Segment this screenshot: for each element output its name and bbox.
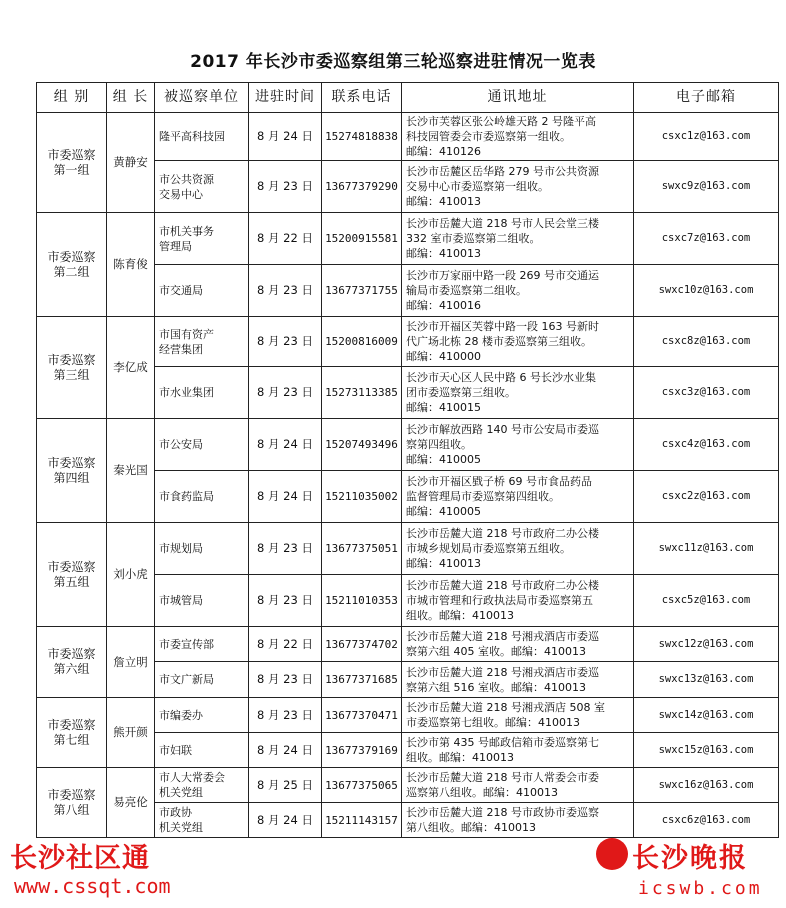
header-email: 电子邮箱: [634, 83, 779, 113]
entry-date: 8 月 23 日: [249, 161, 322, 213]
group-name: 市委巡察 第二组: [37, 213, 107, 317]
email-address: swxc16z@163.com: [634, 768, 779, 803]
mailing-address: 长沙市岳麓大道 218 号市人民会堂三楼 332 室市委巡察第二组收。 邮编：410013: [402, 213, 634, 265]
header-leader: 组 长: [107, 83, 155, 113]
group-leader: 秦光国: [107, 419, 155, 523]
entry-date: 8 月 25 日: [249, 768, 322, 803]
table-row: [37, 768, 779, 803]
contact-phone: 15211010353: [322, 575, 402, 627]
entry-date: 8 月 23 日: [249, 575, 322, 627]
header-group: 组 别: [37, 83, 107, 113]
table-row: [37, 113, 779, 161]
entry-date: 8 月 24 日: [249, 113, 322, 161]
group-leader: 易亮伦: [107, 768, 155, 838]
inspected-unit: 市公安局: [155, 419, 249, 471]
contact-phone: 13677374702: [322, 627, 402, 662]
inspected-unit: 市机关事务 管理局: [155, 213, 249, 265]
contact-phone: 15273113385: [322, 367, 402, 419]
email-address: swxc11z@163.com: [634, 523, 779, 575]
email-address: swxc15z@163.com: [634, 733, 779, 768]
table-row: [37, 627, 779, 662]
email-address: csxc4z@163.com: [634, 419, 779, 471]
entry-date: 8 月 24 日: [249, 803, 322, 838]
entry-date: 8 月 23 日: [249, 523, 322, 575]
header-phone: 联系电话: [322, 83, 402, 113]
mailing-address: 长沙市第 435 号邮政信箱市委巡察第七 组收。邮编：410013: [402, 733, 634, 768]
inspected-unit: 市规划局: [155, 523, 249, 575]
group-name: 市委巡察 第四组: [37, 419, 107, 523]
mailing-address: 长沙市岳麓区岳华路 279 号市公共资源 交易中心市委巡察第一组收。 邮编：410013: [402, 161, 634, 213]
contact-phone: 13677379169: [322, 733, 402, 768]
group-leader: 黄静安: [107, 113, 155, 213]
table-row: [37, 523, 779, 575]
mailing-address: 长沙市解放西路 140 号市公安局市委巡 察第四组收。 邮编：410005: [402, 419, 634, 471]
group-leader: 李亿成: [107, 317, 155, 419]
group-name: 市委巡察 第一组: [37, 113, 107, 213]
email-address: swxc13z@163.com: [634, 662, 779, 698]
email-address: swxc12z@163.com: [634, 627, 779, 662]
group-name: 市委巡察 第八组: [37, 768, 107, 838]
email-address: csxc6z@163.com: [634, 803, 779, 838]
entry-date: 8 月 23 日: [249, 265, 322, 317]
inspection-table: [36, 82, 779, 838]
entry-date: 8 月 23 日: [249, 698, 322, 733]
group-name: 市委巡察 第六组: [37, 627, 107, 698]
entry-date: 8 月 24 日: [249, 419, 322, 471]
inspected-unit: 市食药监局: [155, 471, 249, 523]
watermark-left-url: www.cssqt.com: [14, 874, 171, 898]
email-address: csxc1z@163.com: [634, 113, 779, 161]
table-row: [37, 317, 779, 367]
inspected-unit: 市妇联: [155, 733, 249, 768]
mailing-address: 长沙市岳麓大道 218 号市政府二办公楼 市城市管理和行政执法局市委巡察第五 组收。邮编：410013: [402, 575, 634, 627]
group-name: 市委巡察 第五组: [37, 523, 107, 627]
mailing-address: 长沙市开福区戥子桥 69 号市食品药品 监督管理局市委巡察第四组收。 邮编：410005: [402, 471, 634, 523]
inspected-unit: 市政协 机关党组: [155, 803, 249, 838]
inspected-unit: 市人大常委会 机关党组: [155, 768, 249, 803]
mailing-address: 长沙市岳麓大道 218 号市政协市委巡察 第八组收。邮编：410013: [402, 803, 634, 838]
mailing-address: 长沙市开福区芙蓉中路一段 163 号新时 代广场北栋 28 楼市委巡察第三组收。 邮编：410000: [402, 317, 634, 367]
contact-phone: 15211035002: [322, 471, 402, 523]
entry-date: 8 月 22 日: [249, 627, 322, 662]
table-row: [37, 419, 779, 471]
contact-phone: 15274818838: [322, 113, 402, 161]
email-address: csxc7z@163.com: [634, 213, 779, 265]
header-unit: 被巡察单位: [155, 83, 249, 113]
table-row: [37, 698, 779, 733]
mailing-address: 长沙市岳麓大道 218 号湘戎酒店市委巡 察第六组 516 室收。邮编：410013: [402, 662, 634, 698]
email-address: swxc14z@163.com: [634, 698, 779, 733]
inspected-unit: 市交通局: [155, 265, 249, 317]
group-leader: 詹立明: [107, 627, 155, 698]
mailing-address: 长沙市芙蓉区张公岭雄天路 2 号隆平高 科技园管委会市委巡察第一组收。 邮编：410126: [402, 113, 634, 161]
inspected-unit: 隆平高科技园: [155, 113, 249, 161]
mailing-address: 长沙市岳麓大道 218 号湘戎酒店 508 室 市委巡察第七组收。邮编：410013: [402, 698, 634, 733]
mailing-address: 长沙市万家丽中路一段 269 号市交通运 输局市委巡察第二组收。 邮编：410016: [402, 265, 634, 317]
inspected-unit: 市文广新局: [155, 662, 249, 698]
email-address: swxc9z@163.com: [634, 161, 779, 213]
entry-date: 8 月 24 日: [249, 733, 322, 768]
inspected-unit: 市委宣传部: [155, 627, 249, 662]
contact-phone: 13677371685: [322, 662, 402, 698]
inspected-unit: 市城管局: [155, 575, 249, 627]
contact-phone: 15207493496: [322, 419, 402, 471]
contact-phone: 15200816009: [322, 317, 402, 367]
group-leader: 刘小虎: [107, 523, 155, 627]
header-row: [37, 83, 779, 113]
inspected-unit: 市国有资产 经营集团: [155, 317, 249, 367]
mailing-address: 长沙市岳麓大道 218 号市人常委会市委 巡察第八组收。邮编：410013: [402, 768, 634, 803]
email-address: csxc8z@163.com: [634, 317, 779, 367]
group-leader: 熊开颜: [107, 698, 155, 768]
contact-phone: 15211143157: [322, 803, 402, 838]
inspected-unit: 市公共资源 交易中心: [155, 161, 249, 213]
newspaper-logo-icon: [596, 838, 628, 870]
watermark-right-url: icswb.com: [638, 878, 763, 899]
email-address: csxc5z@163.com: [634, 575, 779, 627]
entry-date: 8 月 24 日: [249, 471, 322, 523]
contact-phone: 13677371755: [322, 265, 402, 317]
table-row: [37, 213, 779, 265]
document-title: 2017 年长沙市委巡察组第三轮巡察进驻情况一览表: [190, 52, 596, 72]
header-date: 进驻时间: [249, 83, 322, 113]
inspected-unit: 市水业集团: [155, 367, 249, 419]
email-address: csxc3z@163.com: [634, 367, 779, 419]
group-name: 市委巡察 第三组: [37, 317, 107, 419]
inspected-unit: 市编委办: [155, 698, 249, 733]
contact-phone: 13677379290: [322, 161, 402, 213]
contact-phone: 13677375051: [322, 523, 402, 575]
entry-date: 8 月 23 日: [249, 662, 322, 698]
mailing-address: 长沙市岳麓大道 218 号湘戎酒店市委巡 察第六组 405 室收。邮编：410013: [402, 627, 634, 662]
watermark-right-title: 长沙晚报: [632, 843, 748, 874]
entry-date: 8 月 23 日: [249, 367, 322, 419]
watermark-left-title: 长沙社区通: [10, 843, 150, 874]
contact-phone: 15200915581: [322, 213, 402, 265]
group-leader: 陈育俊: [107, 213, 155, 317]
contact-phone: 13677375065: [322, 768, 402, 803]
entry-date: 8 月 23 日: [249, 317, 322, 367]
mailing-address: 长沙市岳麓大道 218 号市政府二办公楼 市城乡规划局市委巡察第五组收。 邮编：410013: [402, 523, 634, 575]
entry-date: 8 月 22 日: [249, 213, 322, 265]
header-address: 通讯地址: [402, 83, 634, 113]
group-name: 市委巡察 第七组: [37, 698, 107, 768]
email-address: csxc2z@163.com: [634, 471, 779, 523]
mailing-address: 长沙市天心区人民中路 6 号长沙水业集 团市委巡察第三组收。 邮编：410015: [402, 367, 634, 419]
email-address: swxc10z@163.com: [634, 265, 779, 317]
contact-phone: 13677370471: [322, 698, 402, 733]
